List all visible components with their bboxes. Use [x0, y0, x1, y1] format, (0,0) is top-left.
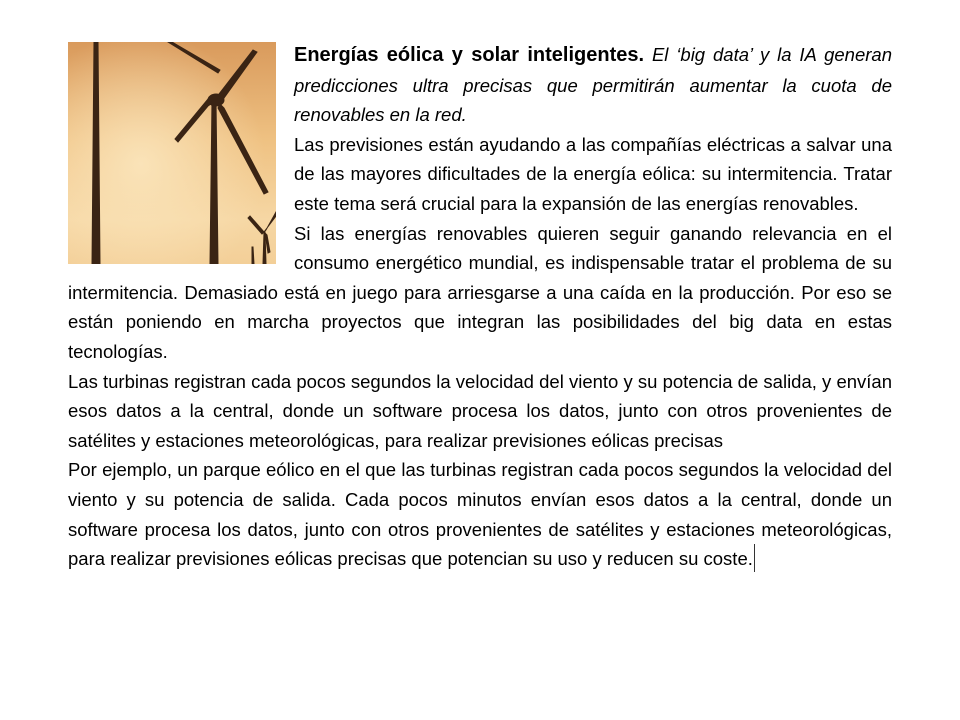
- article-title: Energías eólica y solar inteligentes.: [294, 44, 645, 66]
- paragraph-3: Las turbinas registran cada pocos segundos la velocidad del viento y su potencia de salida, y envían esos datos a la central, donde un software procesa los datos, junto con otros provenientes de satélites y estaciones meteorológicas, para realizar previsiones eólicas precisas: [68, 370, 892, 451]
- paragraph-4: [68, 455, 892, 573]
- paragraph-4-text: Por ejemplo, un parque eólico en el que las turbinas registran cada pocos segundos la velocidad del viento y su potencia de salida. Cada pocos minutos envían esos datos a la central, donde un software procesa los datos, junto con otros provenientes de satélites y estaciones meteorológicas, para realizar previsiones eólicas precisas que potencian su uso y reducen su coste.: [68, 459, 892, 570]
- document-body: [68, 40, 892, 574]
- paragraph-2: Si las energías renovables quieren seguir ganando relevancia en el consumo energético mundial, es indispensable tratar el problema de su intermitencia. Demasiado está en juego para arriesgarse a una caída en la producción. Por eso se están poniendo en marcha proyectos que integran las posibilidades del big data en estas tecnologías.: [68, 222, 892, 362]
- article-lead: El ‘big data’ y la IA generan predicciones ultra precisas que permitirán aumentar la cuota de renovables en la red.: [294, 44, 892, 126]
- text-cursor: [754, 544, 755, 572]
- paragraph-1: Las previsiones están ayudando a las compañías eléctricas a salvar una de las mayores dificultades de la energía eólica: su intermitencia. Tratar este tema será crucial para la expansión de las energías renovables.: [294, 133, 892, 214]
- wind-turbines-photo: [68, 42, 276, 264]
